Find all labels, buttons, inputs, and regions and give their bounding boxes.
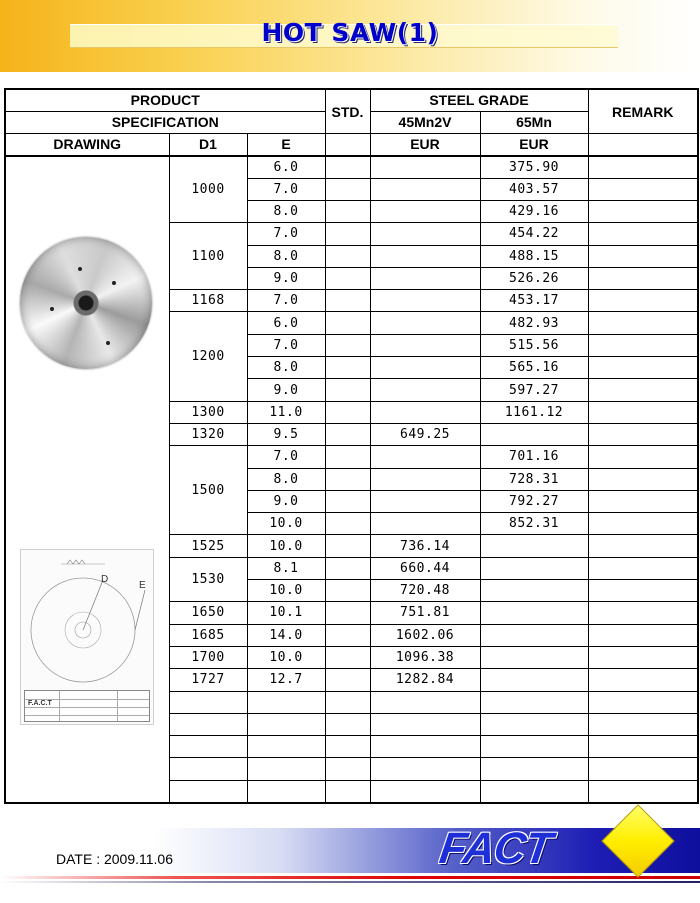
empty-cell — [325, 780, 370, 802]
empty-cell — [247, 736, 325, 758]
price-45mn2v-cell — [370, 178, 480, 200]
price-65mn-cell — [480, 557, 588, 579]
empty-cell — [588, 758, 698, 780]
price-65mn-cell: 852.31 — [480, 513, 588, 535]
price-45mn2v-cell — [370, 334, 480, 356]
remark-cell — [588, 267, 698, 289]
e-cell: 6.0 — [247, 312, 325, 334]
drawing-lines — [21, 550, 155, 690]
remark-cell — [588, 178, 698, 200]
remark-cell — [588, 535, 698, 557]
price-45mn2v-cell — [370, 468, 480, 490]
empty-cell — [370, 758, 480, 780]
price-65mn-cell: 488.15 — [480, 245, 588, 267]
price-45mn2v-cell — [370, 379, 480, 401]
std-cell — [325, 446, 370, 468]
empty-cell — [480, 736, 588, 758]
e-cell: 8.0 — [247, 357, 325, 379]
e-cell: 10.1 — [247, 602, 325, 624]
saw-hole-icon — [78, 267, 82, 271]
price-65mn-cell: 515.56 — [480, 334, 588, 356]
currency-a-header: EUR — [370, 134, 480, 156]
price-45mn2v-cell — [370, 446, 480, 468]
empty-cell — [325, 758, 370, 780]
e-cell: 9.0 — [247, 490, 325, 512]
std-cell — [325, 580, 370, 602]
price-65mn-cell: 454.22 — [480, 223, 588, 245]
price-45mn2v-cell: 660.44 — [370, 557, 480, 579]
price-45mn2v-cell: 736.14 — [370, 535, 480, 557]
empty-cell — [247, 691, 325, 713]
price-45mn2v-cell — [370, 312, 480, 334]
d1-cell: 1530 — [169, 557, 247, 602]
std-cell — [325, 156, 370, 178]
price-45mn2v-cell — [370, 223, 480, 245]
std-cell — [325, 646, 370, 668]
empty-cell — [480, 713, 588, 735]
price-65mn-cell: 453.17 — [480, 290, 588, 312]
grade-45mn2v-header: 45Mn2V — [370, 111, 480, 133]
std-header: STD. — [325, 89, 370, 134]
remark-cell — [588, 245, 698, 267]
e-cell: 8.1 — [247, 557, 325, 579]
steel-grade-header: STEEL GRADE — [370, 89, 588, 111]
drawing-cell — [5, 156, 169, 803]
remark-cell — [588, 357, 698, 379]
empty-cell — [169, 780, 247, 802]
d1-cell: 1168 — [169, 290, 247, 312]
d1-cell: 1100 — [169, 223, 247, 290]
remark-cell — [588, 602, 698, 624]
d1-header: D1 — [169, 134, 247, 156]
remark-cell — [588, 490, 698, 512]
page-title: HOT SAW(1) — [261, 18, 439, 47]
price-65mn-cell: 728.31 — [480, 468, 588, 490]
std-cell — [325, 669, 370, 691]
remark-cell — [588, 580, 698, 602]
remark-cell — [588, 468, 698, 490]
empty-cell — [325, 736, 370, 758]
empty-cell — [480, 758, 588, 780]
remark-cell — [588, 200, 698, 222]
d1-cell: 1685 — [169, 624, 247, 646]
e-cell: 12.7 — [247, 669, 325, 691]
e-cell: 7.0 — [247, 178, 325, 200]
e-cell: 6.0 — [247, 156, 325, 178]
empty-cell — [247, 758, 325, 780]
e-cell: 11.0 — [247, 401, 325, 423]
remark-cell — [588, 624, 698, 646]
price-45mn2v-cell — [370, 290, 480, 312]
std-cell — [325, 602, 370, 624]
price-45mn2v-cell — [370, 267, 480, 289]
price-45mn2v-cell: 1282.84 — [370, 669, 480, 691]
remark-header-blank — [588, 134, 698, 156]
drawing-label-e: E — [139, 579, 146, 591]
price-45mn2v-cell: 1096.38 — [370, 646, 480, 668]
price-table — [4, 88, 699, 804]
price-45mn2v-cell — [370, 245, 480, 267]
remark-cell — [588, 290, 698, 312]
technical-drawing — [20, 549, 154, 725]
table-body — [5, 156, 698, 803]
drawing-label-d: D — [101, 573, 109, 585]
price-65mn-cell: 565.16 — [480, 357, 588, 379]
empty-cell — [480, 780, 588, 802]
remark-cell — [588, 423, 698, 445]
remark-cell — [588, 312, 698, 334]
price-65mn-cell: 375.90 — [480, 156, 588, 178]
empty-cell — [169, 758, 247, 780]
product-header: PRODUCT — [5, 89, 325, 111]
empty-cell — [247, 713, 325, 735]
price-45mn2v-cell — [370, 357, 480, 379]
saw-hole-icon — [50, 307, 54, 311]
d1-cell: 1727 — [169, 669, 247, 691]
std-cell — [325, 423, 370, 445]
std-cell — [325, 513, 370, 535]
saw-hole-icon — [106, 341, 110, 345]
price-65mn-cell: 701.16 — [480, 446, 588, 468]
d1-cell: 1200 — [169, 312, 247, 401]
empty-cell — [370, 780, 480, 802]
price-65mn-cell: 526.26 — [480, 267, 588, 289]
price-65mn-cell — [480, 602, 588, 624]
std-cell — [325, 357, 370, 379]
d1-cell: 1320 — [169, 423, 247, 445]
price-45mn2v-cell: 720.48 — [370, 580, 480, 602]
remark-cell — [588, 223, 698, 245]
e-cell: 14.0 — [247, 624, 325, 646]
e-cell: 9.5 — [247, 423, 325, 445]
price-65mn-cell: 597.27 — [480, 379, 588, 401]
e-cell: 10.0 — [247, 580, 325, 602]
std-header-blank — [325, 134, 370, 156]
e-cell: 7.0 — [247, 223, 325, 245]
currency-b-header: EUR — [480, 134, 588, 156]
price-65mn-cell: 429.16 — [480, 200, 588, 222]
std-cell — [325, 290, 370, 312]
d1-cell: 1525 — [169, 535, 247, 557]
price-65mn-cell: 403.57 — [480, 178, 588, 200]
empty-cell — [480, 691, 588, 713]
std-cell — [325, 267, 370, 289]
remark-cell — [588, 156, 698, 178]
specification-header: SPECIFICATION — [5, 111, 325, 133]
remark-header: REMARK — [588, 89, 698, 134]
empty-cell — [588, 736, 698, 758]
titleblock-brand: F.A.C.T — [28, 699, 52, 707]
saw-hole-icon — [112, 281, 116, 285]
e-cell: 10.0 — [247, 646, 325, 668]
price-45mn2v-cell — [370, 513, 480, 535]
remark-cell — [588, 669, 698, 691]
empty-cell — [325, 691, 370, 713]
price-45mn2v-cell — [370, 490, 480, 512]
empty-cell — [169, 713, 247, 735]
e-cell: 7.0 — [247, 290, 325, 312]
price-65mn-cell: 1161.12 — [480, 401, 588, 423]
price-65mn-cell: 482.93 — [480, 312, 588, 334]
e-cell: 9.0 — [247, 379, 325, 401]
std-cell — [325, 178, 370, 200]
empty-cell — [370, 691, 480, 713]
grade-65mn-header: 65Mn — [480, 111, 588, 133]
drawing-titleblock — [24, 690, 150, 722]
empty-cell — [588, 780, 698, 802]
fact-logo: FACT — [436, 824, 555, 873]
e-cell: 7.0 — [247, 334, 325, 356]
empty-cell — [169, 691, 247, 713]
d1-cell: 1300 — [169, 401, 247, 423]
std-cell — [325, 557, 370, 579]
d1-cell: 1500 — [169, 446, 247, 535]
price-45mn2v-cell: 751.81 — [370, 602, 480, 624]
remark-cell — [588, 646, 698, 668]
empty-cell — [588, 691, 698, 713]
empty-cell — [325, 713, 370, 735]
d1-cell: 1700 — [169, 646, 247, 668]
date-text: DATE : 2009.11.06 — [56, 851, 173, 867]
price-45mn2v-cell — [370, 156, 480, 178]
std-cell — [325, 468, 370, 490]
price-45mn2v-cell — [370, 200, 480, 222]
remark-cell — [588, 334, 698, 356]
footer-red-stripe — [0, 876, 700, 879]
std-cell — [325, 334, 370, 356]
price-45mn2v-cell: 1602.06 — [370, 624, 480, 646]
empty-cell — [247, 780, 325, 802]
price-65mn-cell — [480, 669, 588, 691]
e-cell: 7.0 — [247, 446, 325, 468]
d1-cell: 1000 — [169, 156, 247, 223]
std-cell — [325, 200, 370, 222]
std-cell — [325, 223, 370, 245]
price-65mn-cell — [480, 624, 588, 646]
remark-cell — [588, 379, 698, 401]
empty-cell — [370, 713, 480, 735]
price-65mn-cell — [480, 646, 588, 668]
e-cell: 9.0 — [247, 267, 325, 289]
price-65mn-cell — [480, 535, 588, 557]
e-cell: 8.0 — [247, 245, 325, 267]
saw-blade-photo — [20, 237, 152, 369]
price-65mn-cell — [480, 580, 588, 602]
std-cell — [325, 245, 370, 267]
footer-blue-stripe — [0, 881, 700, 883]
price-65mn-cell: 792.27 — [480, 490, 588, 512]
e-cell: 8.0 — [247, 200, 325, 222]
empty-cell — [370, 736, 480, 758]
remark-cell — [588, 513, 698, 535]
d1-cell: 1650 — [169, 602, 247, 624]
price-45mn2v-cell — [370, 401, 480, 423]
remark-cell — [588, 401, 698, 423]
std-cell — [325, 490, 370, 512]
table-row — [5, 156, 698, 178]
price-45mn2v-cell: 649.25 — [370, 423, 480, 445]
std-cell — [325, 379, 370, 401]
empty-cell — [588, 713, 698, 735]
e-cell: 8.0 — [247, 468, 325, 490]
std-cell — [325, 624, 370, 646]
remark-cell — [588, 446, 698, 468]
empty-cell — [169, 736, 247, 758]
std-cell — [325, 401, 370, 423]
e-cell: 10.0 — [247, 513, 325, 535]
price-65mn-cell — [480, 423, 588, 445]
std-cell — [325, 312, 370, 334]
std-cell — [325, 535, 370, 557]
e-header: E — [247, 134, 325, 156]
remark-cell — [588, 557, 698, 579]
drawing-header: DRAWING — [5, 134, 169, 156]
e-cell: 10.0 — [247, 535, 325, 557]
